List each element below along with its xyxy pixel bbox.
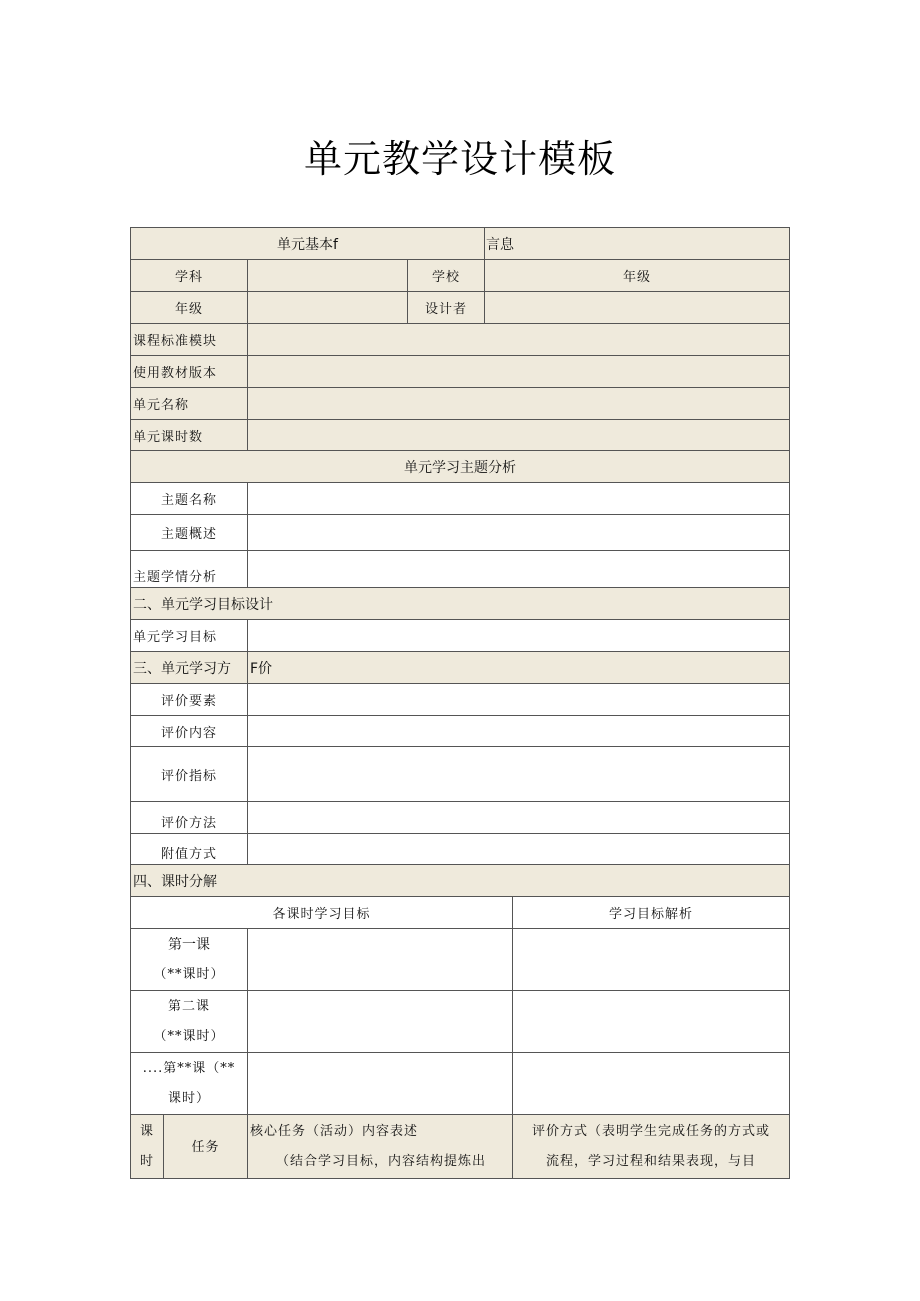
hour-column-label	[131, 1115, 164, 1179]
goal-analysis-column-header: 学习目标解析	[513, 897, 790, 929]
textbook-version-value[interactable]	[248, 356, 790, 388]
eval-content-label: 评价内容	[131, 716, 248, 747]
grade-value[interactable]	[248, 292, 408, 324]
core-task-line-2: （结合学习目标，内容结构提炼出	[276, 1153, 487, 1169]
learner-analysis-label: 主题学情分析	[131, 551, 248, 588]
eval-method-line-2: 流程，学习过程和结果表现，与目	[545, 1153, 756, 1169]
lesson-1-analysis[interactable]	[513, 929, 790, 991]
curriculum-module-value[interactable]	[248, 324, 790, 356]
unit-design-table	[130, 227, 790, 1179]
lesson-1-hours: （**课时）	[153, 966, 225, 982]
curriculum-module-label: 课程标准模块	[131, 324, 248, 356]
lesson-n-goals[interactable]	[248, 1053, 513, 1115]
eval-section-header-right: F价	[248, 652, 790, 684]
lesson-1-goals[interactable]	[248, 929, 513, 991]
hour-label-char-1: 课	[139, 1123, 154, 1139]
eval-method-line-1: 评价方式（表明学生完成任务的方式或	[531, 1123, 770, 1139]
basic-info-header-right: 言息	[485, 228, 790, 260]
eval-elements-value[interactable]	[248, 684, 790, 716]
lesson-2-analysis[interactable]	[513, 991, 790, 1053]
lesson-1-label	[131, 929, 248, 991]
unit-goals-value[interactable]	[248, 620, 790, 652]
core-task-line-1: 核心任务（活动）内容表述	[250, 1123, 419, 1139]
lesson-2-name: 第二课	[167, 998, 210, 1014]
theme-overview-value[interactable]	[248, 515, 790, 551]
unit-name-label: 单元名称	[131, 388, 248, 420]
eval-scoring-label: 附值方式	[131, 834, 248, 865]
learner-analysis-value[interactable]	[248, 551, 790, 588]
textbook-version-label: 使用教材版本	[131, 356, 248, 388]
grade-label-top: 年级	[485, 260, 790, 292]
lessons-section-header: 四、课时分解	[131, 865, 790, 897]
unit-hours-label: 单元课时数	[131, 420, 248, 451]
lesson-n-analysis[interactable]	[513, 1053, 790, 1115]
theme-name-value[interactable]	[248, 483, 790, 515]
core-task-column-header	[248, 1115, 513, 1179]
lesson-n-line1: ....第**课（**	[142, 1060, 236, 1076]
grade-label: 年级	[131, 292, 248, 324]
subject-value[interactable]	[248, 260, 408, 292]
unit-name-value[interactable]	[248, 388, 790, 420]
theme-name-label: 主题名称	[131, 483, 248, 515]
eval-indicators-label: 评价指标	[131, 747, 248, 802]
eval-method-column-header	[513, 1115, 790, 1179]
lesson-2-hours: （**课时）	[153, 1028, 225, 1044]
basic-info-header-left: 单元基本f	[131, 228, 485, 260]
designer-label: 设计者	[408, 292, 485, 324]
lesson-2-goals[interactable]	[248, 991, 513, 1053]
lesson-n-line2: 课时）	[167, 1090, 210, 1106]
designer-value[interactable]	[485, 292, 790, 324]
school-label: 学校	[408, 260, 485, 292]
eval-elements-label: 评价要素	[131, 684, 248, 716]
goals-section-header: 二、单元学习目标设计	[131, 588, 790, 620]
theme-analysis-header: 单元学习主题分析	[131, 451, 790, 483]
unit-goals-label: 单元学习目标	[131, 620, 248, 652]
subject-label: 学科	[131, 260, 248, 292]
eval-section-header-left: 三、单元学习方	[131, 652, 248, 684]
lesson-2-label	[131, 991, 248, 1053]
theme-overview-label: 主题概述	[131, 515, 248, 551]
eval-scoring-value[interactable]	[248, 834, 790, 865]
page-title: 单元教学设计模板	[303, 137, 616, 181]
lesson-goals-column-header: 各课时学习目标	[131, 897, 513, 929]
eval-methods-value[interactable]	[248, 802, 790, 834]
hour-label-char-2: 时	[139, 1153, 154, 1169]
task-column-label: 任务	[164, 1115, 248, 1179]
eval-indicators-value[interactable]	[248, 747, 790, 802]
eval-content-value[interactable]	[248, 716, 790, 747]
lesson-1-name: 第一课	[168, 936, 210, 953]
eval-methods-label: 评价方法	[131, 802, 248, 834]
unit-hours-value[interactable]	[248, 420, 790, 451]
lesson-n-label	[131, 1053, 248, 1115]
